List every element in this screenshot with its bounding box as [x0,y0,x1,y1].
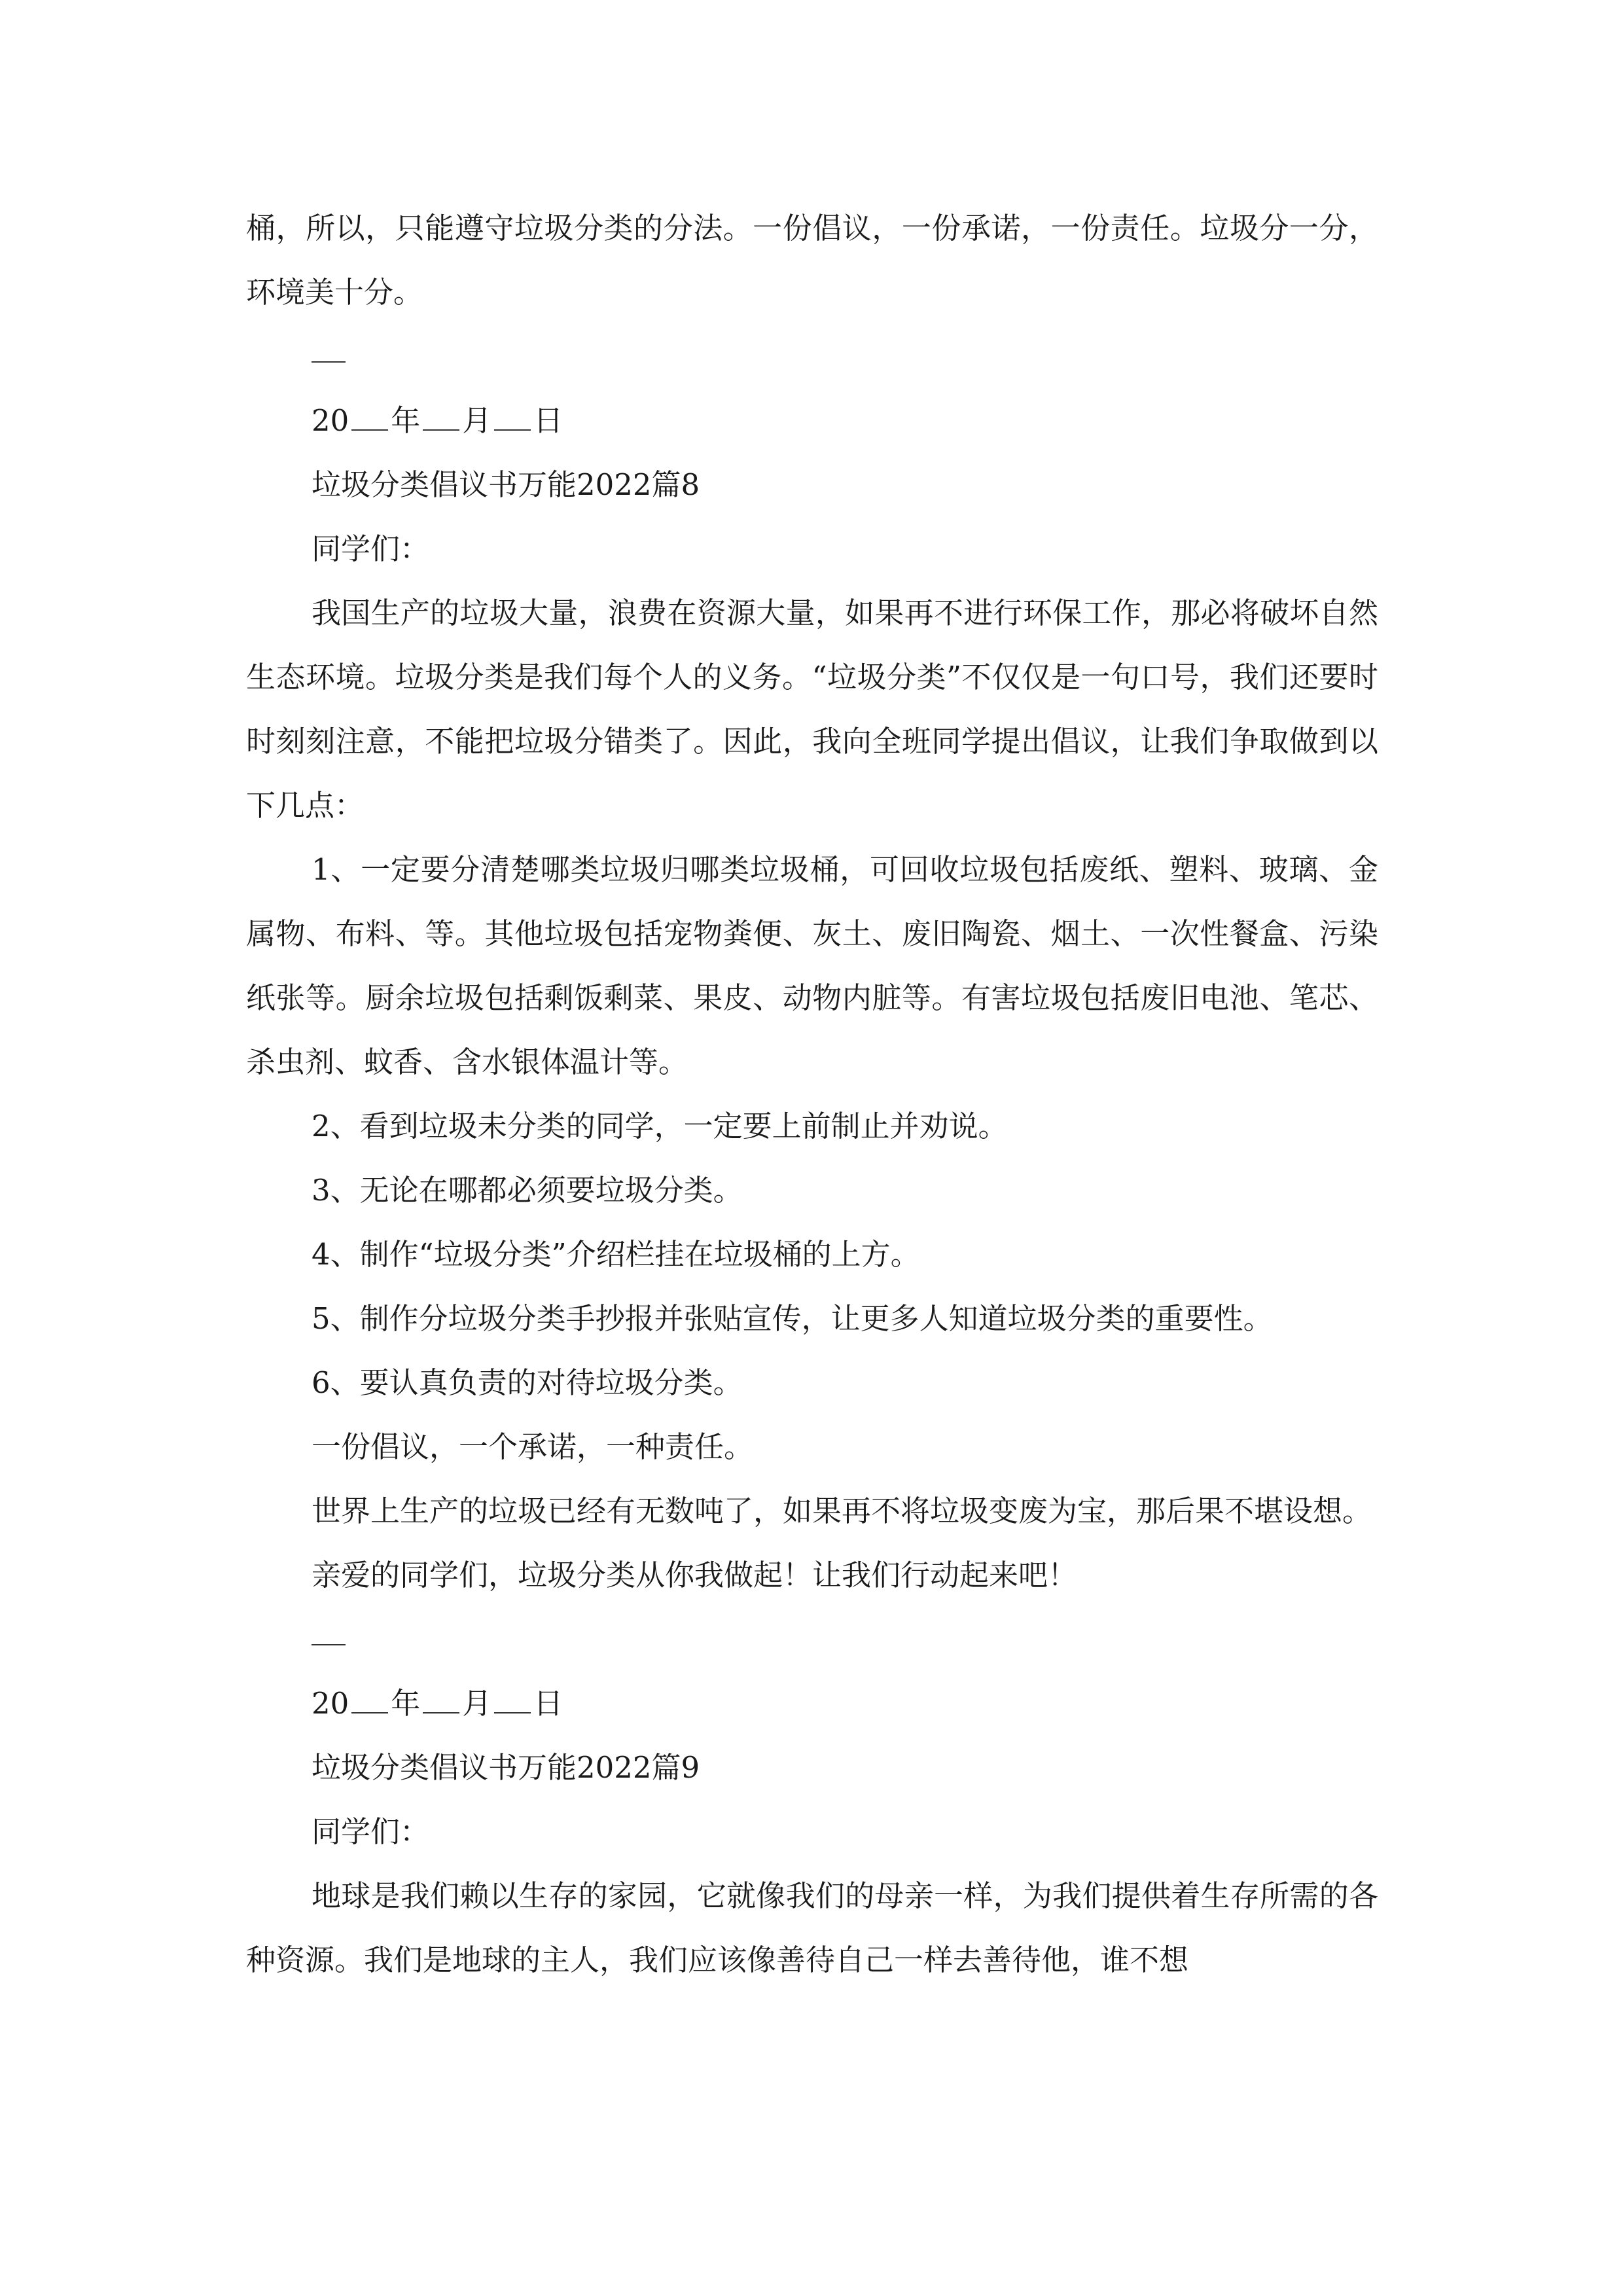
list-item: 6、要认真负责的对待垃圾分类。 [312,1365,743,1400]
signature-blank [246,1607,1378,1672]
list-item: 3、无论在哪都必须要垃圾分类。 [312,1173,743,1208]
body-paragraph: 亲爱的同学们，垃圾分类从你我做起！让我们行动起来吧！ [312,1558,1078,1592]
date-year: 年 [391,403,421,438]
section-title: 垃圾分类倡议书万能2022篇9 [312,1750,700,1785]
body-paragraph: 我国生产的垃圾大量，浪费在资源大量，如果再不进行环保工作，那必将破坏自然生态环境。垃圾分类是我们每个人的义务。“垃圾分类”不仅仅是一句口号，我们还要时时刻刻注意，不能把垃圾分错类了。因此，我向全班同学提出倡议，让我们争取做到以下几点： [246,596,1378,823]
date-month: 月 [462,1686,492,1721]
section-title: 垃圾分类倡议书万能2022篇8 [312,467,700,502]
body-paragraph: 地球是我们赖以生存的家园，它就像我们的母亲一样，为我们提供着生存所需的各种资源。我们是地球的主人，我们应该像善待自己一样去善待他，谁不想 [246,1878,1378,1977]
salutation: 同学们： [312,1814,430,1849]
document-page [246,196,1378,1992]
list-item: 5、制作分垃圾分类手抄报并张贴宣传，让更多人知道垃圾分类的重要性。 [312,1301,1273,1336]
year-blank [351,400,388,431]
year-blank [351,1683,388,1713]
date-prefix: 20 [312,1686,349,1721]
signature-underline [312,361,346,363]
date-line [246,1672,1378,1736]
date-line [246,389,1378,453]
signature-underline [312,1644,346,1645]
signature-blank [246,325,1378,389]
list-item: 2、看到垃圾未分类的同学，一定要上前制止并劝说。 [312,1109,1008,1143]
date-day: 日 [533,403,563,438]
body-paragraph: 一份倡议，一个承诺，一种责任。 [312,1429,754,1464]
body-paragraph: 世界上生产的垃圾已经有无数吨了，如果再不将垃圾变废为宝，那后果不堪设想。 [312,1494,1372,1528]
date-prefix: 20 [312,403,349,438]
month-blank [423,1683,459,1713]
salutation: 同学们： [312,531,430,566]
date-day: 日 [533,1686,563,1721]
day-blank [494,1683,531,1713]
body-paragraph: 桶，所以，只能遵守垃圾分类的分法。一份倡议，一份承诺，一份责任。垃圾分一分，环境美十分。 [246,211,1378,310]
month-blank [423,400,459,431]
date-month: 月 [462,403,492,438]
list-item: 1、一定要分清楚哪类垃圾归哪类垃圾桶，可回收垃圾包括废纸、塑料、玻璃、金属物、布料、等。其他垃圾包括宠物粪便、灰土、废旧陶瓷、烟土、一次性餐盒、污染纸张等。厨余垃圾包括剩饭剩菜、果皮、动物内脏等。有害垃圾包括废旧电池、笔芯、杀虫剂、蚊香、含水银体温计等。 [246,852,1378,1079]
date-year: 年 [391,1686,421,1721]
day-blank [494,400,531,431]
list-item: 4、制作“垃圾分类”介绍栏挂在垃圾桶的上方。 [312,1237,920,1272]
